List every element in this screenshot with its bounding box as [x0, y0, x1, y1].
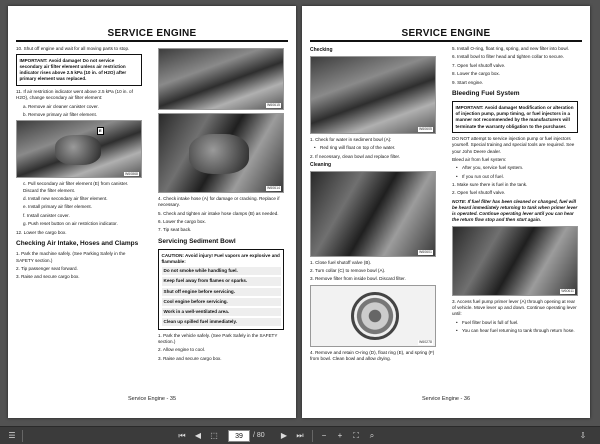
paragraph: Bleed air from fuel system: [452, 156, 507, 162]
section-title: Checking Air Intake, Hoses and Clamps [16, 239, 139, 247]
step-11: 11. If air restriction indicator went above 2.5 kPa (10 in. of H2O), change secondary air filter element: [16, 89, 133, 101]
step-3: 3. Access fuel pump primer lever (A) through opening at rear of vehicle. Move lever up and down. Continue operating lever until: [452, 298, 577, 317]
step-10: 10. Shut off engine and wait for all moving parts to stop. [16, 46, 130, 51]
step-1: 1. Close fuel shutoff valve (B). [310, 259, 372, 265]
figure-code: W60601 [418, 249, 432, 254]
caution-item: Shut off engine before servicing. [162, 288, 281, 296]
figure-bowl-parts [310, 285, 436, 347]
subheading-checking: Checking [310, 47, 333, 53]
zoom-in-icon[interactable]: + [337, 431, 343, 440]
zoom-out-icon[interactable]: − [321, 431, 327, 440]
step-1: 1. Park the machine safely. (See Parking Safely in the SAFETY section.) [16, 251, 126, 263]
step-2: 2. Allow engine to cool. [158, 347, 205, 353]
page-35 [8, 6, 296, 418]
caution-item: Clean up spilled fuel immediately. [162, 318, 281, 326]
step-3: 3. Raise and secure cargo box. [158, 355, 222, 361]
step-2: 2. Open fuel shutoff valve. [452, 190, 506, 196]
sidebar-toggle-icon[interactable]: ☰ [8, 431, 16, 440]
bullet: • If you run out of fuel. [452, 174, 578, 180]
figure-code: W60614 [266, 186, 280, 191]
right-column-2 [452, 46, 578, 336]
note: NOTE: If fuel filter has been cleaned or changed, fuel will be heard immediately returning to tank when primer lever is operated. Continue operating lever until you can hear the return flow stop and then start again. [452, 198, 578, 223]
figure-intake-hose [158, 113, 284, 193]
substep-b: b. Remove primary air filter element. [23, 112, 98, 118]
step-4: 4. Remove and retain O-ring (D), float ring (E), and spring (F) from bowl. Clean bowl and allow drying. [310, 349, 435, 361]
paragraph: DO NOT attempt to service injection pump or fuel injectors yourself. Special training and special tools are required. See your John Deere dealer. [452, 136, 575, 154]
substep-g: g. Push reset button on air restriction indicator. [23, 221, 118, 227]
step-4: 4. Check intake hose (A) for damage or cracking. Replace if necessary. [158, 196, 280, 208]
step-1: 1. Check for water in sediment bowl (A): [310, 136, 392, 142]
subheading-cleaning: Cleaning [310, 161, 332, 168]
air-cleaner-image [189, 134, 249, 174]
download-icon[interactable]: ⇩ [579, 431, 587, 440]
step-2: 2. Turn collar (C) to remove bowl (A). [310, 268, 386, 273]
bullet: • After you, service fuel system. [452, 165, 578, 171]
figure-primer-lever [452, 226, 578, 296]
page-36 [302, 6, 590, 418]
figure-code: W60278 [418, 340, 432, 345]
page-number-input[interactable] [228, 430, 250, 442]
header-rule [310, 40, 582, 42]
bowl-image [351, 292, 399, 340]
search-icon[interactable]: ⌕ [369, 431, 375, 440]
page-total: / 80 [253, 432, 265, 439]
page-header: SERVICE ENGINE [107, 28, 197, 39]
substep-c: c. Pull secondary air filter element (E) from canister. Discard the filter element. [23, 181, 129, 193]
section-title: Servicing Sediment Bowl [158, 237, 236, 245]
step-12: 12. Lower the cargo box. [16, 229, 67, 235]
figure-code: W60605 [418, 127, 432, 132]
step-6: 6. Lower the cargo box. [158, 218, 207, 224]
caution-box [158, 249, 284, 330]
page-header: SERVICE ENGINE [401, 28, 491, 39]
viewer-toolbar [0, 426, 600, 444]
step-2: 2. Tip passenger seat forward. [16, 266, 78, 272]
divider [312, 430, 313, 442]
fit-page-icon[interactable]: ⬚ [210, 431, 218, 440]
step-7: 7. Open fuel shutoff valve. [452, 62, 506, 68]
step-1: 1. Make sure there is fuel in the tank. [452, 182, 528, 188]
figure-sediment-bowl [310, 56, 436, 134]
caution-item: Cool engine before servicing. [162, 298, 281, 306]
figure-secondary-filter [16, 120, 142, 178]
figure-code: W60611 [561, 289, 574, 294]
step-7: 7. Tip seat back. [158, 227, 192, 233]
divider [22, 430, 23, 442]
step-2: 2. If necessary, clean bowl and replace filter. [310, 153, 401, 159]
first-page-icon[interactable]: ⏮ [178, 431, 186, 440]
filter-image [55, 135, 101, 165]
step-9: 9. Start engine. [452, 79, 484, 85]
callout-e: E [99, 128, 102, 134]
step-5: 5. Install O-ring, float ring, spring, and new filter into bowl. [452, 46, 569, 51]
bullet: • Fuel filter bowl is full of fuel. [452, 320, 578, 326]
caution-item: Do not smoke while handling fuel. [162, 267, 281, 275]
last-page-icon[interactable]: ⏭ [296, 431, 304, 440]
step-3: 3. Remove filter from inside bowl. Discard filter. [310, 276, 406, 282]
substep-a: a. Remove air cleaner canister cover. [23, 103, 99, 109]
important-box: IMPORTANT: Avoid damage! Do not service secondary air filter element unless air restriction indicator rises above 2.5 kPa (10 in. of H2O) after primary element was replaced. [16, 54, 142, 86]
figure-code: W60868 [124, 171, 138, 176]
next-page-icon[interactable]: ▶ [280, 431, 288, 440]
figure-shutoff-valve [310, 171, 436, 257]
left-column-2 [158, 46, 284, 364]
bullet: • You can hear fuel returning to tank through return hose. [452, 328, 578, 334]
step-8: 8. Lower the cargo box. [452, 71, 501, 77]
step-3: 3. Raise and secure cargo box. [16, 274, 80, 280]
header-rule [16, 40, 288, 42]
important-box: IMPORTANT: Avoid damage! Modification or alteration of injection pump, pump timing, or fuel injectors in a manner not recommended by the manufacturers will terminate the warranty obligation to the purchaser. [452, 101, 578, 133]
step-1: 1. Park the vehicle safely. (See Park Safely in the SAFETY section.) [158, 332, 278, 344]
figure-code: W60615 [266, 103, 280, 108]
right-column-1 [310, 46, 436, 364]
previous-page-icon[interactable]: ◀ [194, 431, 202, 440]
caution-item: Keep fuel away from flames or sparks. [162, 277, 281, 285]
left-column-1 [16, 46, 142, 283]
substep-d: d. Install new secondary air filter element. [23, 196, 108, 201]
caution-item: Work in a well-ventilated area. [162, 308, 281, 316]
page-footer: Service Engine - 36 [422, 396, 470, 402]
fullscreen-icon[interactable]: ⛶ [353, 431, 359, 440]
substep-f: f. Install canister cover. [23, 212, 70, 218]
bullet: • Red ring will float on top of the water. [310, 145, 436, 151]
caution-text: CAUTION: Avoid injury! Fuel vapors are explosive and flammable: [161, 252, 280, 264]
section-title: Bleeding Fuel System [452, 89, 520, 97]
step-6: 6. Install bowl to filter head and tighten collar to secure. [452, 54, 565, 60]
page-footer: Service Engine - 35 [128, 396, 176, 402]
figure-engine-top [158, 48, 284, 110]
step-5: 5. Check and tighten air intake hose clamps (B) as needed. [158, 210, 279, 216]
substep-e: e. Install primary air filter element. [23, 204, 92, 210]
